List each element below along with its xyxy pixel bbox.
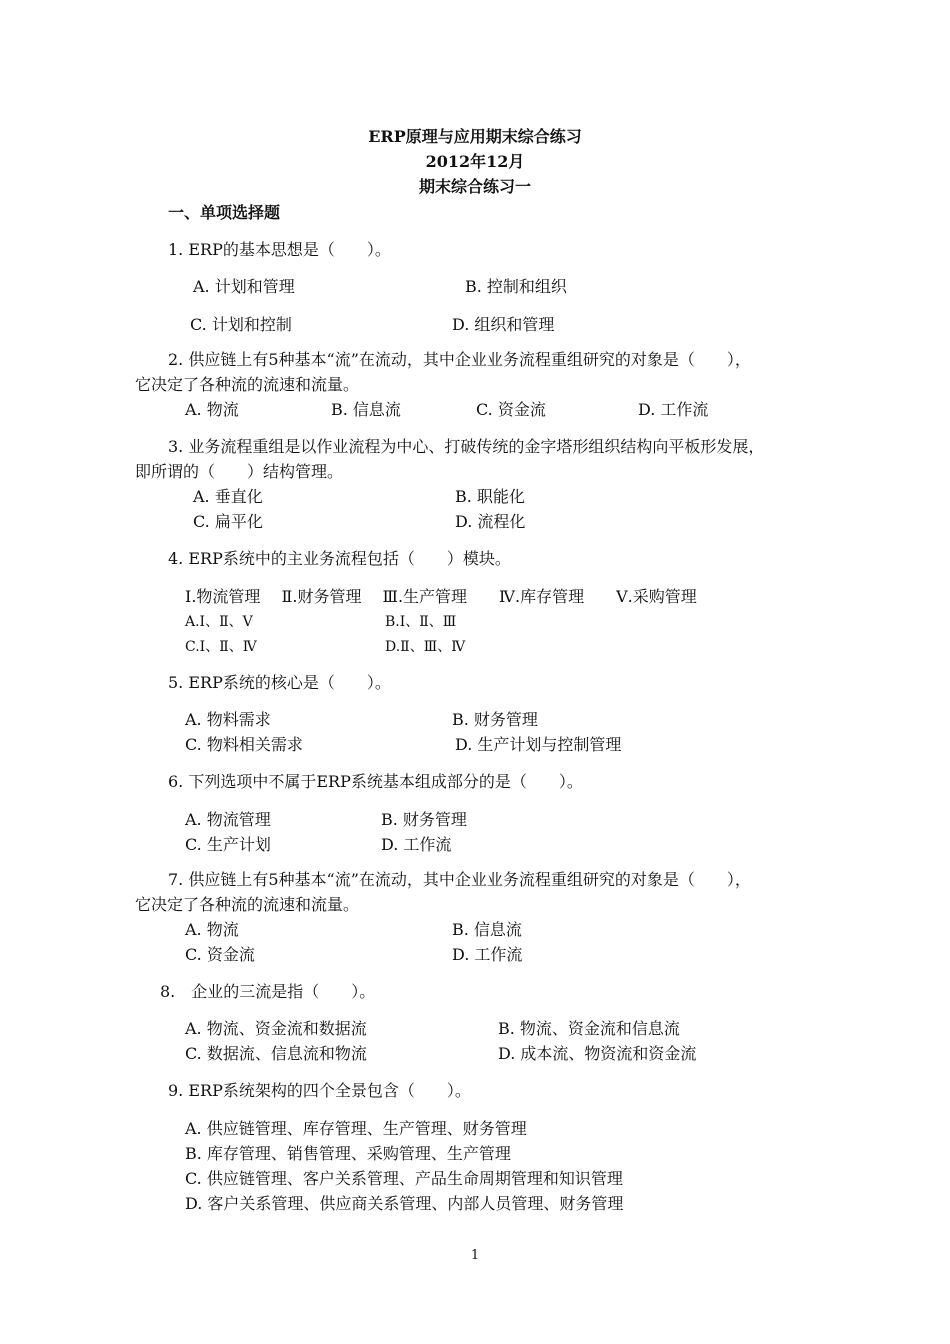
question-9-option-d: D. 客户关系管理、供应商关系管理、内部人员管理、财务管理 bbox=[185, 1194, 624, 1213]
question-3-option-c: C. 扁平化 bbox=[193, 512, 263, 531]
question-2-option-a: A. 物流 bbox=[185, 400, 239, 419]
question-3-option-d: D. 流程化 bbox=[455, 512, 526, 531]
question-2-option-c: C. 资金流 bbox=[476, 400, 546, 419]
question-1-option-b: B. 控制和组织 bbox=[465, 277, 567, 296]
question-1-option-c: C. 计划和控制 bbox=[190, 315, 292, 334]
question-3-stem: 3. 业务流程重组是以作业流程为中心、打破传统的金字塔形组织结构向平板形发展， bbox=[168, 437, 765, 456]
section-heading: 一、单项选择题 bbox=[168, 203, 281, 222]
question-8-option-d: D. 成本流、物资流和资金流 bbox=[498, 1044, 697, 1063]
question-8-option-c: C. 数据流、信息流和物流 bbox=[185, 1044, 367, 1063]
question-8-option-b: B. 物流、资金流和信息流 bbox=[498, 1019, 680, 1038]
question-4-stem: 4. ERP系统中的主业务流程包括（ ）模块。 bbox=[168, 549, 511, 568]
question-7-option-b: B. 信息流 bbox=[452, 920, 522, 939]
question-5-stem: 5. ERP系统的核心是（ ）。 bbox=[168, 673, 391, 692]
question-4-items: Ⅰ.物流管理 Ⅱ.财务管理 Ⅲ.生产管理 Ⅳ.库存管理 Ⅴ.采购管理 bbox=[185, 587, 697, 606]
question-7-stem: 7. 供应链上有5种基本“流”在流动，其中企业业务流程重组研究的对象是（ ）， bbox=[168, 870, 751, 889]
page-number: 1 bbox=[470, 1248, 480, 1263]
document-title: ERP原理与应用期末综合练习 bbox=[368, 127, 582, 146]
question-9-option-b: B. 库存管理、销售管理、采购管理、生产管理 bbox=[185, 1144, 511, 1163]
question-4-option-a: A.Ⅰ、Ⅱ、Ⅴ bbox=[185, 614, 253, 630]
question-6-option-d: D. 工作流 bbox=[381, 835, 452, 854]
question-2-option-b: B. 信息流 bbox=[331, 400, 401, 419]
question-1-option-a: A. 计划和管理 bbox=[193, 277, 295, 296]
question-2-stem-continued: 它决定了各种流的流速和流量。 bbox=[135, 375, 360, 394]
question-6-option-b: B. 财务管理 bbox=[381, 810, 467, 829]
question-6-stem: 6. 下列选项中不属于ERP系统基本组成部分的是（ ）。 bbox=[168, 772, 583, 791]
question-3-option-b: B. 职能化 bbox=[455, 487, 525, 506]
document-subtitle: 期末综合练习一 bbox=[418, 177, 531, 196]
question-5-option-a: A. 物料需求 bbox=[185, 710, 271, 729]
question-9-stem: 9. ERP系统架构的四个全景包含（ ）。 bbox=[168, 1081, 471, 1100]
question-8-option-a: A. 物流、资金流和数据流 bbox=[185, 1019, 367, 1038]
question-9-option-c: C. 供应链管理、客户关系管理、产品生命周期管理和知识管理 bbox=[185, 1169, 623, 1188]
question-4-option-c: C.Ⅰ、Ⅱ、Ⅳ bbox=[185, 639, 257, 655]
question-7-stem-continued: 它决定了各种流的流速和流量。 bbox=[135, 895, 360, 914]
question-4-option-d: D.Ⅱ、Ⅲ、Ⅳ bbox=[385, 639, 466, 655]
question-7-option-c: C. 资金流 bbox=[185, 945, 255, 964]
question-5-option-d: D. 生产计划与控制管理 bbox=[455, 735, 622, 754]
question-2-option-d: D. 工作流 bbox=[638, 400, 709, 419]
question-4-option-b: B.Ⅰ、Ⅱ、Ⅲ bbox=[385, 614, 457, 630]
question-5-option-b: B. 财务管理 bbox=[452, 710, 538, 729]
question-6-option-a: A. 物流管理 bbox=[185, 810, 271, 829]
question-2-stem: 2. 供应链上有5种基本“流”在流动，其中企业业务流程重组研究的对象是（ ）， bbox=[168, 350, 751, 369]
question-6-option-c: C. 生产计划 bbox=[185, 835, 271, 854]
question-7-option-a: A. 物流 bbox=[185, 920, 239, 939]
question-7-option-d: D. 工作流 bbox=[452, 945, 523, 964]
question-1-option-d: D. 组织和管理 bbox=[452, 315, 555, 334]
question-3-option-a: A. 垂直化 bbox=[193, 487, 263, 506]
question-8-stem: 8. 企业的三流是指（ ）。 bbox=[160, 982, 376, 1001]
question-1-stem: 1. ERP的基本思想是（ ）。 bbox=[168, 240, 391, 259]
question-9-option-a: A. 供应链管理、库存管理、生产管理、财务管理 bbox=[185, 1119, 527, 1138]
document-date: 2012年12月 bbox=[425, 152, 525, 171]
question-5-option-c: C. 物料相关需求 bbox=[185, 735, 303, 754]
question-3-stem-continued: 即所谓的（ ）结构管理。 bbox=[135, 462, 344, 481]
